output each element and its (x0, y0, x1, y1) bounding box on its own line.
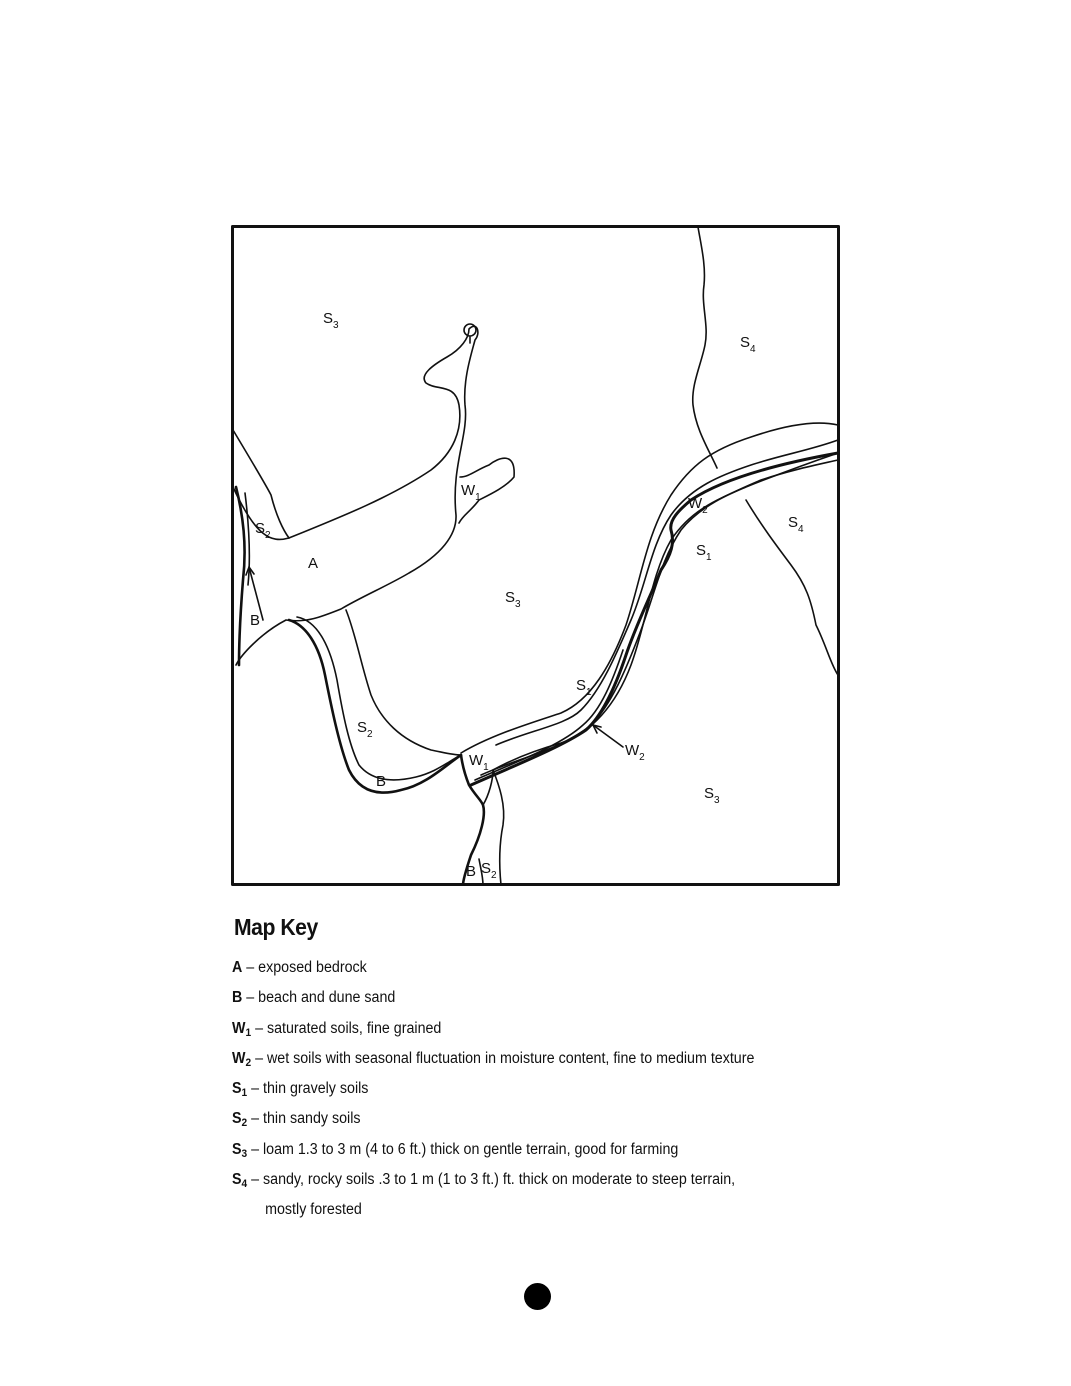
key-item (232, 985, 821, 1015)
key-code: A (232, 959, 243, 976)
key-desc: – exposed bedrock (246, 959, 367, 976)
label-s1-center: $S_1$ (576, 677, 592, 698)
river-corridor-inner (493, 453, 838, 770)
key-code: $S_2$ (232, 1110, 248, 1130)
label-b-river: B (466, 863, 477, 880)
label-a: A (308, 555, 319, 572)
label-w2-south: $W_2$ (625, 742, 645, 763)
label-s2-river: $S_2$ (481, 860, 497, 881)
key-item-continuation: mostly forested (265, 1201, 362, 1219)
label-b-west: B (250, 612, 261, 629)
label-w2-north: $W_2$ (688, 495, 708, 516)
label-s3-north: $S_3$ (323, 310, 339, 331)
label-w1-mouth: $W_1$ (469, 752, 489, 773)
label-s3-south: $S_3$ (704, 785, 720, 806)
key-item (232, 1076, 821, 1106)
beach-left-outline (236, 487, 245, 665)
key-item (232, 955, 821, 985)
label-s3-center: $S_3$ (505, 589, 521, 610)
label-b-south: B (376, 773, 387, 790)
page-marker-dot (524, 1283, 551, 1310)
key-code: $S_4$ (232, 1171, 248, 1191)
label-s1-north: $S_1$ (696, 542, 712, 563)
key-desc: – wet soils with seasonal fluctuation in moisture content, fine to medium texture (255, 1049, 755, 1067)
forest-boundary-north (693, 227, 717, 468)
label-s2-west: $S_2$ (255, 520, 271, 541)
map-key-title: Map Key (234, 914, 318, 940)
bedrock-region-outline (233, 326, 478, 665)
soil-map (231, 225, 840, 886)
key-desc: – thin sandy soils (251, 1110, 361, 1128)
key-code: $S_1$ (232, 1080, 248, 1100)
label-s2-south: $S_2$ (357, 719, 373, 740)
key-code: $S_3$ (232, 1140, 248, 1160)
map-key-list (232, 955, 872, 1224)
key-code: B (232, 989, 243, 1007)
key-desc: – saturated soils, fine grained (255, 1019, 442, 1037)
key-item (232, 1046, 821, 1076)
key-desc: – beach and dune sand (246, 989, 396, 1007)
key-code: $W_2$ (232, 1049, 252, 1069)
key-item (232, 1016, 821, 1046)
coastline-south (289, 620, 461, 793)
river-channel (471, 453, 838, 785)
label-s4-east: $S_4$ (788, 514, 804, 535)
key-code: $W_1$ (232, 1019, 252, 1039)
map-key (232, 914, 872, 1224)
label-s4-north: $S_4$ (740, 334, 756, 355)
key-desc: – sandy, rocky soils .3 to 1 m (1 to 3 ft.) ft. thick on moderate to steep terrain, (251, 1171, 736, 1189)
key-item (232, 1167, 821, 1197)
label-w1-peninsula: $W_1$ (461, 482, 481, 503)
key-desc: – thin gravely soils (251, 1080, 369, 1098)
key-desc: – loam 1.3 to 3 m (4 to 6 ft.) thick on gentle terrain, good for farming (251, 1140, 679, 1158)
key-item (232, 1106, 821, 1136)
key-item (232, 1137, 821, 1167)
